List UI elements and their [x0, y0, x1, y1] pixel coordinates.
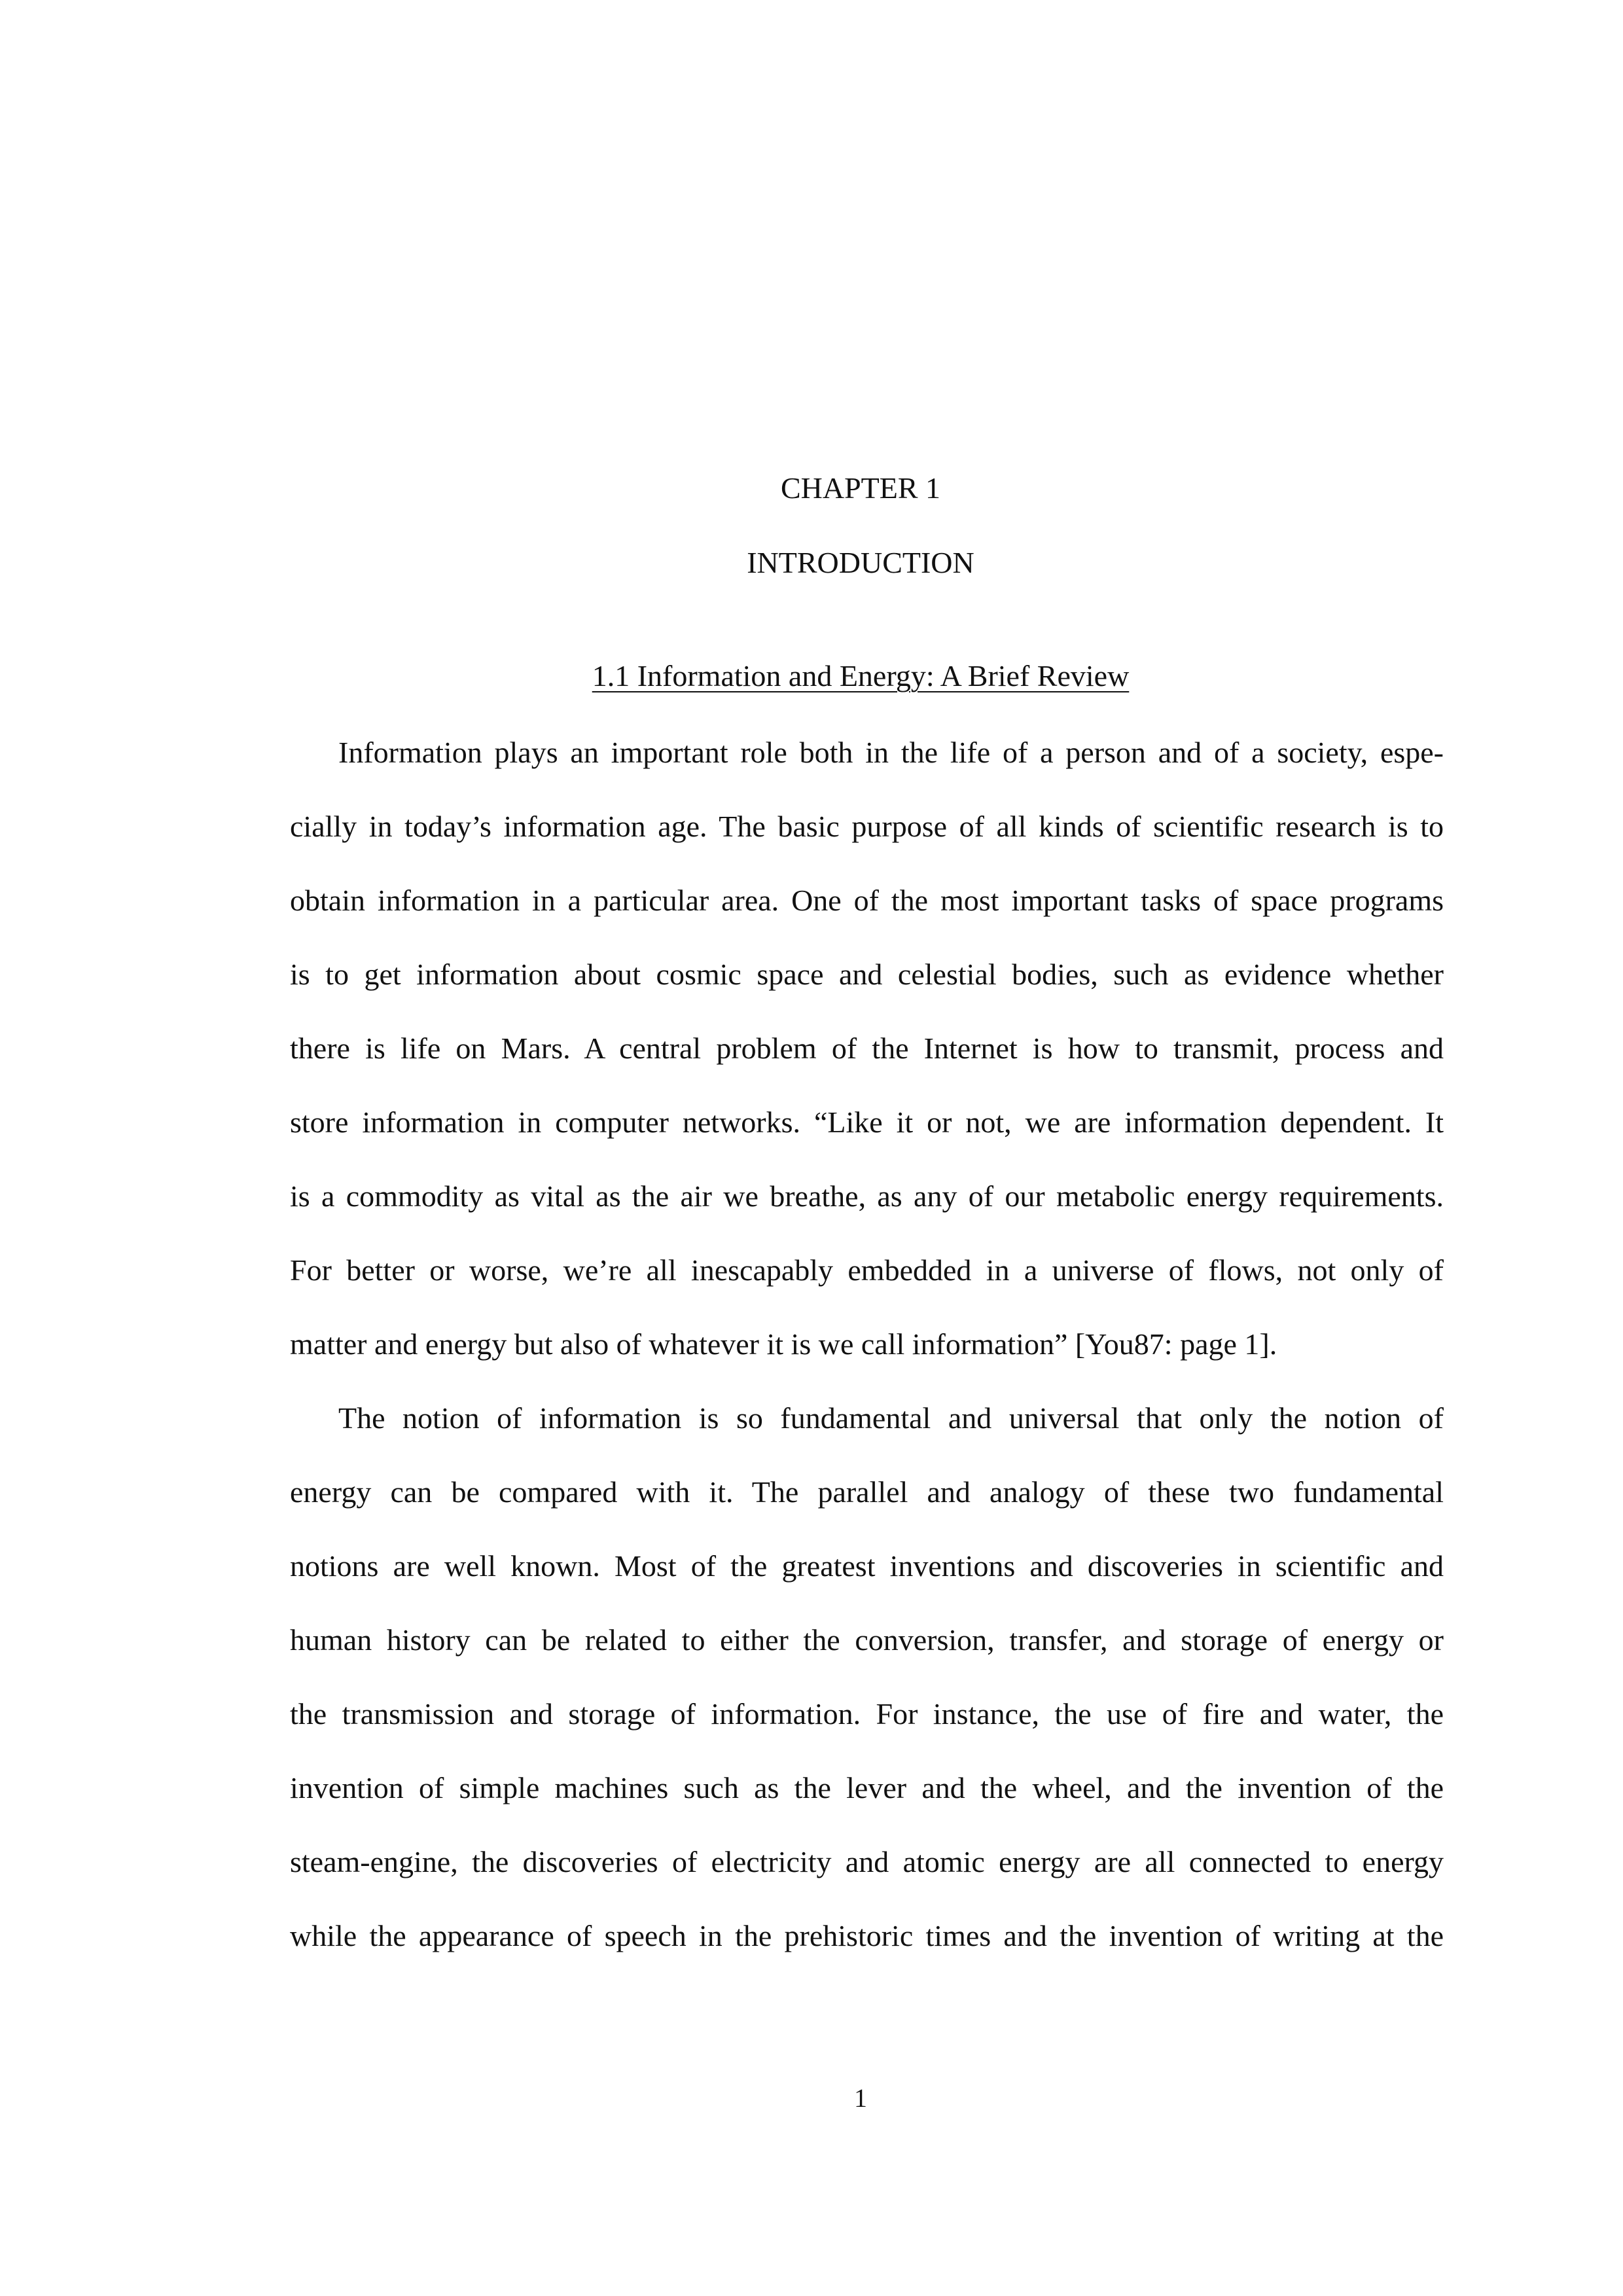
text-line: cially in today’s information age. The basic purpose of all kinds of scientific research is to [290, 810, 1444, 843]
text-line: there is life on Mars. A central problem of the Internet is how to transmit, process and [290, 1031, 1444, 1065]
text-line: human history can be related to either the conversion, transfer, and storage of energy or [290, 1623, 1444, 1657]
text-line: Information plays an important role both in the life of a person and of a society, espe- [338, 736, 1444, 769]
chapter-label: CHAPTER 1 [780, 471, 941, 505]
text-line: store information in computer networks. “Like it or not, we are information dependent. It [290, 1105, 1444, 1139]
text-line: matter and energy but also of whatever it is we call information” [You87: page 1]. [290, 1327, 1277, 1361]
text-line: steam-engine, the discoveries of electricity and atomic energy are all connected to energy [290, 1845, 1444, 1878]
section-heading: 1.1 Information and Energy: A Brief Review [592, 659, 1130, 692]
text-line: while the appearance of speech in the prehistoric times and the invention of writing at the [290, 1919, 1444, 1952]
text-line: is to get information about cosmic space and celestial bodies, such as evidence whether [290, 958, 1444, 991]
text-line: obtain information in a particular area. One of the most important tasks of space programs [290, 884, 1444, 917]
text-line: the transmission and storage of information. For instance, the use of fire and water, the [290, 1697, 1444, 1731]
text-line: notions are well known. Most of the greatest inventions and discoveries in scientific and [290, 1549, 1444, 1583]
text-line: energy can be compared with it. The parallel and analogy of these two fundamental [290, 1475, 1444, 1509]
text-line: is a commodity as vital as the air we breathe, as any of our metabolic energy requirements. [290, 1179, 1444, 1213]
text-line: For better or worse, we’re all inescapably embedded in a universe of flows, not only of [290, 1253, 1444, 1287]
text-line: The notion of information is so fundamental and universal that only the notion of [338, 1401, 1444, 1435]
page-number: 1 [854, 2083, 867, 2113]
chapter-title: INTRODUCTION [747, 546, 974, 579]
text-line: invention of simple machines such as the lever and the wheel, and the invention of the [290, 1771, 1444, 1804]
